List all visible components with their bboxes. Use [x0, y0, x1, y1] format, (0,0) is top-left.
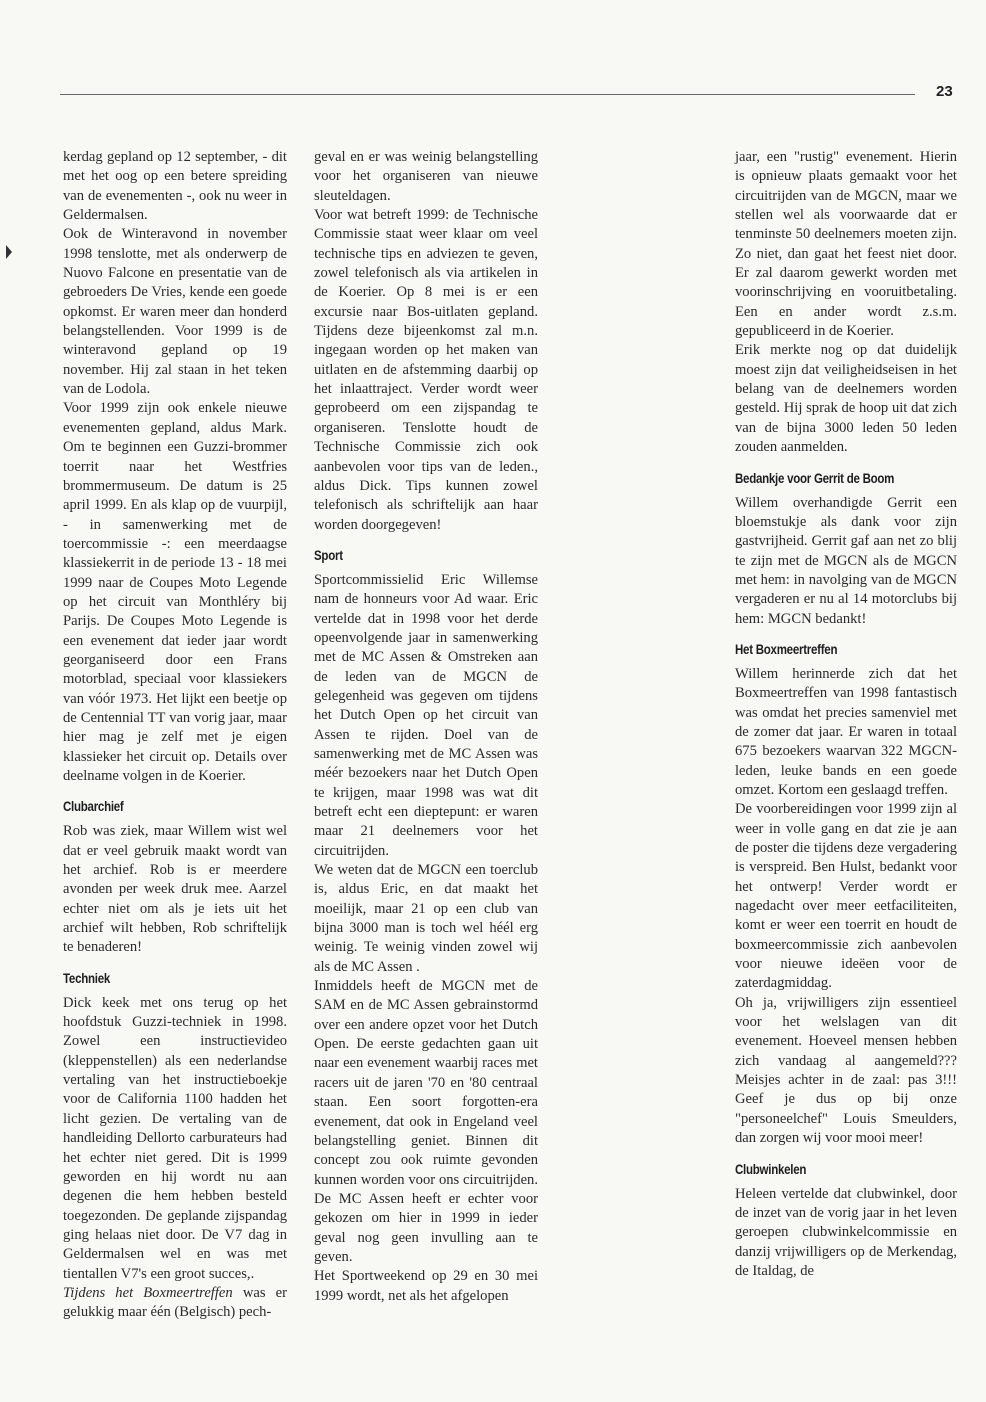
paragraph: Willem herinnerde zich dat het Boxmeertreffen van 1998 fantastisch was omdat het precies samenviel met de zomer dat jaar. Er waren in totaal 675 bezoekers waarvan 322 MGCN-leden, leuke bands en een goede omzet. Kortom een geslaagd treffen. — [735, 665, 957, 798]
section-heading: Het Boxmeertreffen — [735, 641, 838, 657]
section-heading: Clubwinkelen — [735, 1161, 807, 1177]
paragraph: Voor wat betreft 1999: de Technische Commissie staat weer klaar om veel technische tips en adviezen te geven, zowel telefonisch als via artikelen in de Koerier. Op 8 mei is er een excursie naar Bos-uitlaten gepland. Tijdens deze bijeenkomst zal m.n. ingegaan worden op het maken van uitlaten en de afstemming daarbij op het inlaattraject. Verder wordt weer geprobeerd om een zijspandag te organiseren. Tenslotte houdt de Technische Commissie zich ook aanbevolen voor tips van de leden., aldus Dick. Tips kunnen zowel telefonisch als schriftelijk aan haar worden doorgegeven! — [314, 207, 538, 533]
paragraph: Sportcommissielid Eric Willemse nam de honneurs voor Ad waar. Eric vertelde dat in 1998 voor het derde opeenvolgende jaar in samenwerking met de MC Assen & Omstreken aan de leden van de MGCN de gelegenheid was gegeven om tijdens het Dutch Open op het circuit van Assen te rijden. Doel van de samenwerking met de MC Assen was méér bezoekers naar het Dutch Open te krijgen, maar 1998 was wat dit betreft echt een dieptepunt: er waren maar 21 deelnemers voor het circuitrijden. — [314, 571, 538, 859]
section-heading: Bedankje voor Gerrit de Boom — [735, 470, 895, 486]
paragraph: jaar, een "rustig" evenement. Hierin is opnieuw plaats gemaakt voor het circuitrijden van de MGCN, maar we stellen wel als voorwaarde dat er tenminste 50 deelnemers moeten zijn. Zo niet, dan gaat het feest niet door. Er zal daarom gewerkt worden met voorinschrijving en vooruitbetaling. Een en ander wordt z.s.m. gepubliceerd in de Koerier. — [735, 149, 957, 340]
paragraph: Erik merkte nog op dat duidelijk moest zijn dat veiligheidseisen in het belang van de deelnemers worden gesteld. Hij sprak de hoop uit dat zich van de bijna 3000 leden 50 leden zouden aanmelden. — [735, 342, 957, 456]
column-1 — [63, 148, 287, 1323]
paragraph: De voorbereidingen voor 1999 zijn al weer in volle gang en dat zie je aan de poster die tijdens deze vergadering is verspreid. Ben Hulst, bedankt voor het ontwerp! Verder wordt er nagedacht over meer eetfaciliteiten, komt er weer een toerrit en houdt de boxmeercommissie zich aanbevolen voor nieuwe ideëen voor de zaterdagmiddag. — [735, 801, 957, 992]
page-number: 23 — [936, 83, 953, 100]
paragraph: Heleen vertelde dat clubwinkel, door de inzet van de vorig jaar in het leven geroepen clubwinkelcommissie en danzij vrijwilligers op de Merkendag, de Italdag, de — [735, 1185, 957, 1279]
margin-mark — [6, 245, 12, 259]
paragraph: Ook de Winteravond in november 1998 tenslotte, met als onderwerp de Nuovo Falcone en presentatie van de gebroeders De Vries, kende een goede opkomst. Er waren meer dan honderd belangstellenden. Voor 1999 is de winteravond gepland op 19 november. Hij zal staan in het teken van de Lodola. — [63, 226, 287, 398]
paragraph: Oh ja, vrijwilligers zijn essentieel voor het welslagen van dit evenement. Hoeveel mensen hebben zich vandaag al aangemeld??? Meisjes achter in de zaal: pas 3!!! Geef je dus op bij onze "personeelchef" Louis Smeulders, dan zorgen wij voor mooi meer! — [735, 994, 957, 1147]
paragraph: geval en er was weinig belangstelling voor het organiseren van nieuwe sleuteldagen. — [314, 149, 538, 204]
section-heading: Sport — [314, 547, 343, 563]
paragraph: Willem overhandigde Gerrit een bloemstukje als dank voor zijn gastvrijheid. Gerrit gaf aan net zo blij te zijn met de MGCN als de MGCN met hem: in navolging van de MGCN vergaderen er nu al 14 motorclubs bij hem: MGCN bedankt! — [735, 494, 957, 627]
paragraph: Voor 1999 zijn ook enkele nieuwe evenementen gepland, aldus Mark. Om te beginnen een Guzzi-brommer toerrit naar het Westfries brommermuseum. De datum is 25 april 1999. En als klap op de vuurpijl, - in samenwerking met de toercommissie -: een meerdaagse klassiekerrit in de periode 13 - 18 mei 1999 naar de Coupes Moto Legende op het circuit van Monthléry bij Parijs. De Coupes Moto Legende is een evenement dat ieder jaar wordt georganiseerd door een Frans motorblad, speciaal voor klassiekers van vóór 1973. Het lijkt een beetje op de Centennial TT van vorig jaar, maar hier mag je zelf met je eigen klassieker het circuit op. Details over deelname volgen in de Koerier. — [63, 400, 287, 784]
italic-text: Tijdens het Boxmeertreffen — [63, 1284, 233, 1301]
paragraph — [63, 1284, 287, 1323]
paragraph: kerdag gepland op 12 september, - dit met het oog op een betere spreiding van de evenementen -, ook nu weer in Geldermalsen. — [63, 149, 287, 224]
paragraph: Dick keek met ons terug op het hoofdstuk Guzzi-techniek in 1998. Zowel een instructievideo (kleppenstellen) als een nederlandse vertaling van het instructieboekje voor de California 1100 hadden het licht gezien. De vertaling van de handleiding Dellorto carburateurs had het echter niet gered. Dit is 1999 geworden en hij wordt nu aan degenen die hem hebben besteld toegezonden. De geplande zijspandag ging helaas niet door. De V7 dag in Geldermalsen wel en was met tientallen V7's een groot succes,. — [63, 994, 287, 1282]
header-rule — [60, 94, 915, 95]
paragraph: Inmiddels heeft de MGCN met de SAM en de MC Assen gebrainstormd over een andere opzet voor het Dutch Open. De eerste gedachten gaan uit naar een evenement waarbij races met racers uit de jaren '70 en '80 centraal staan. Een soort forgotten-era evenement, dat ook in Engeland veel belangstelling geniet. Binnen dit concept zou ook ruimte gevonden kunnen worden voor ons circuitrijden. De MC Assen heeft er echter voor gekozen om hier in 1999 in ieder geval nog geen invulling aan te geven. — [314, 978, 538, 1265]
paragraph: Rob was ziek, maar Willem wist wel dat er veel gebruik maakt wordt van het archief. Rob is er meerdere avonden per week druk mee. Aarzel echter niet om als je iets uit het archief wilt hebben, Rob schriftelijk te benaderen! — [63, 823, 287, 956]
paragraph-text: was er gelukkig maar één (Belgisch) pech- — [63, 1284, 287, 1321]
column-2 — [314, 148, 538, 1306]
section-heading: Clubarchief — [63, 799, 124, 815]
paragraph: We weten dat de MGCN een toerclub is, aldus Eric, en dat maakt het moeilijk, maar 21 op een club van bijna 3000 man is toch wel héél erg weinig. Te weinig vinden zowel wij als de MC Assen . — [314, 862, 538, 975]
column-3 — [735, 148, 957, 1281]
section-heading: Techniek — [63, 970, 111, 986]
paragraph: Het Sportweekend op 29 en 30 mei 1999 wordt, net als het afgelopen — [314, 1268, 538, 1304]
